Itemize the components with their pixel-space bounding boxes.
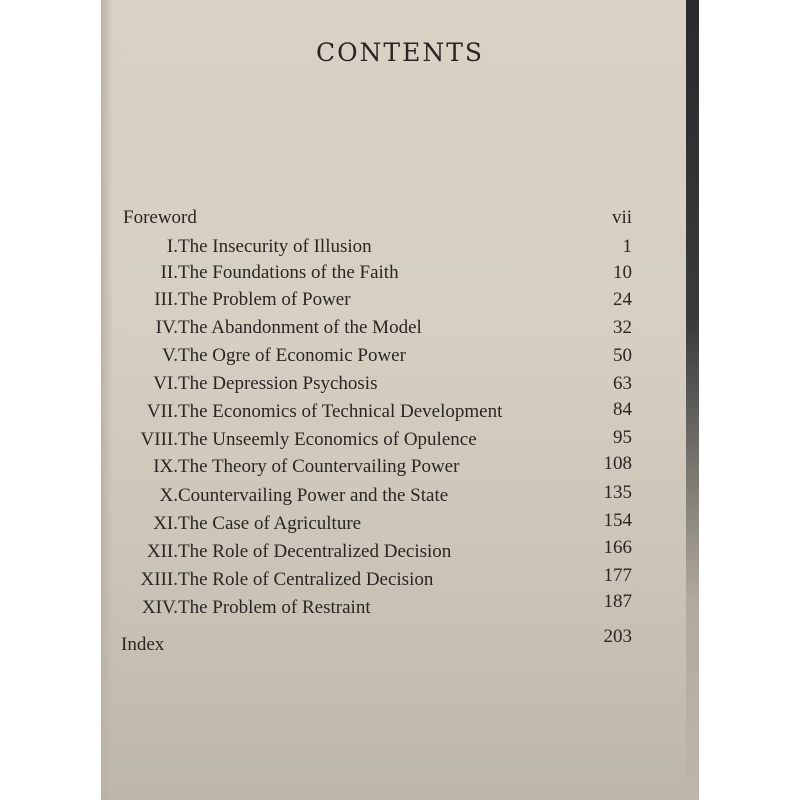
toc-label: Foreword	[123, 207, 197, 228]
chapter-number: II.	[160, 262, 178, 283]
chapter-number: XIII.	[140, 569, 178, 590]
toc-chapter-row	[0, 591, 800, 621]
chapter-page: 135	[603, 482, 632, 503]
chapter-title: The Case of Agriculture	[178, 513, 362, 534]
chapter-number: VIII.	[140, 429, 178, 450]
chapter-title: The Economics of Technical Development	[178, 401, 503, 422]
chapter-page: 32	[613, 317, 632, 338]
page-edge	[686, 0, 699, 800]
toc-chapter-row	[0, 317, 800, 341]
toc-chapter-row	[0, 453, 800, 480]
chapter-page: 187	[603, 591, 632, 612]
toc-chapter-row	[0, 373, 800, 397]
chapter-page: 177	[603, 565, 632, 586]
page-gutter-shadow	[101, 0, 113, 800]
chapter-title: The Foundations of the Faith	[178, 262, 399, 283]
chapter-page: 166	[603, 537, 632, 558]
chapter-title: The Role of Centralized Decision	[178, 569, 434, 590]
toc-label: Index	[121, 634, 165, 655]
toc-index	[0, 626, 800, 658]
chapter-page: 84	[613, 399, 632, 420]
chapter-title: The Role of Decentralized Decision	[178, 541, 452, 562]
toc-chapter-row	[0, 236, 800, 260]
toc-page: 203	[603, 626, 632, 647]
chapter-page: 154	[603, 510, 632, 531]
toc-chapter-row	[0, 401, 800, 425]
chapter-number: XI.	[153, 513, 178, 534]
toc-chapter-row	[0, 482, 800, 509]
chapter-title: The Depression Psychosis	[178, 373, 378, 394]
chapter-page: 1	[622, 236, 632, 257]
chapter-number: V.	[161, 345, 178, 366]
chapter-number: VII.	[146, 401, 178, 422]
toc-chapter-row	[0, 510, 800, 537]
chapter-number: X.	[159, 485, 178, 506]
chapter-title: The Abandonment of the Model	[178, 317, 422, 338]
toc-chapter-row	[0, 565, 800, 593]
chapter-page: 95	[613, 427, 632, 448]
chapter-number: IX.	[153, 456, 178, 477]
chapter-page: 10	[613, 262, 632, 283]
toc-chapter-row	[0, 289, 800, 313]
chapter-title: The Ogre of Economic Power	[178, 345, 406, 366]
book-page	[101, 0, 699, 800]
chapter-number: III.	[154, 289, 178, 310]
chapter-number: I.	[166, 236, 178, 257]
chapter-page: 50	[613, 345, 632, 366]
toc-chapter-row	[0, 429, 800, 453]
chapter-number: IV.	[155, 317, 178, 338]
toc-foreword	[0, 207, 800, 231]
chapter-title: The Problem of Power	[178, 289, 351, 310]
chapter-number: XII.	[146, 541, 178, 562]
chapter-title: The Unseemly Economics of Opulence	[178, 429, 477, 450]
toc-page: vii	[611, 207, 632, 228]
chapter-number: XIV.	[141, 597, 178, 618]
chapter-number: VI.	[153, 373, 178, 394]
toc-chapter-row	[0, 262, 800, 286]
chapter-page: 63	[613, 373, 632, 394]
chapter-title: The Theory of Countervailing Power	[178, 456, 460, 477]
chapter-title: Countervailing Power and the State	[178, 485, 449, 506]
chapter-title: The Insecurity of Illusion	[178, 236, 372, 257]
chapter-page: 108	[603, 453, 632, 474]
chapter-title: The Problem of Restraint	[178, 597, 371, 618]
toc-chapter-row	[0, 345, 800, 369]
chapter-page: 24	[613, 289, 632, 310]
page-title: CONTENTS	[315, 38, 485, 67]
toc-chapter-row	[0, 537, 800, 565]
